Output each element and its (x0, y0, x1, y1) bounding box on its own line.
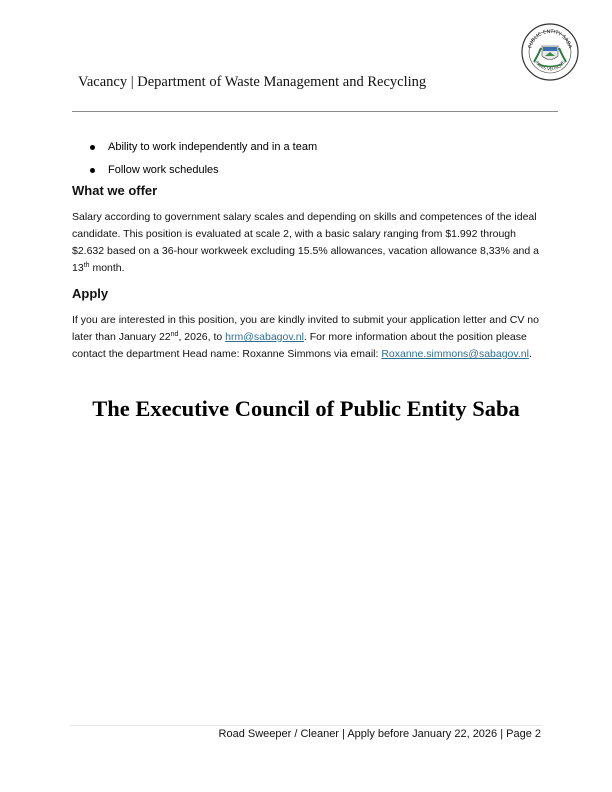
page-content (72, 140, 542, 363)
apply-paragraph: If you are interested in this position, you are kindly invited to submit your application letter and CV no later than January 22nd, 2026, to hrm@sabagov.nl. For more information about the position please contact the department Head name: Roxanne Simmons via email: Roxanne.simmons@sabagov.nl. (72, 314, 539, 360)
executive-council-title: The Executive Council of Public Entity Saba (92, 396, 520, 421)
apply-heading: Apply (72, 286, 109, 301)
list-item: Ability to work independently and in a team (72, 140, 542, 154)
svg-text:REMIS VELISQUE: REMIS VELISQUE (534, 59, 566, 72)
footer-text: Road Sweeper / Cleaner | Apply before January 22, 2026 | Page 2 (218, 728, 541, 740)
hrm-email-link[interactable]: hrm@sabagov.nl (225, 331, 304, 343)
header-title: Vacancy | Department of Waste Management and Recycling (78, 74, 427, 90)
requirements-list (72, 140, 542, 177)
footer-divider (70, 725, 542, 726)
header-divider (72, 111, 558, 112)
offer-paragraph: Salary according to government salary scales and depending on skills and competences of the ideal candidate. This position is evaluated at scale 2, with a basic salary ranging from $1.992 through $2.632 based on a 36-hour workweek excluding 15.5% allowances, vacation allowance 8,33% and a 13th month. (72, 211, 539, 274)
what-we-offer-heading: What we offer (72, 183, 158, 198)
contact-email-link[interactable]: Roxanne.simmons@sabagov.nl (381, 348, 529, 360)
svg-text:PUBLIC ENTITY SABA: PUBLIC ENTITY SABA (527, 28, 573, 50)
bullet-icon (90, 145, 95, 150)
public-entity-saba-seal-logo (520, 22, 580, 82)
list-item: Follow work schedules (72, 163, 542, 177)
bullet-icon (90, 168, 95, 173)
